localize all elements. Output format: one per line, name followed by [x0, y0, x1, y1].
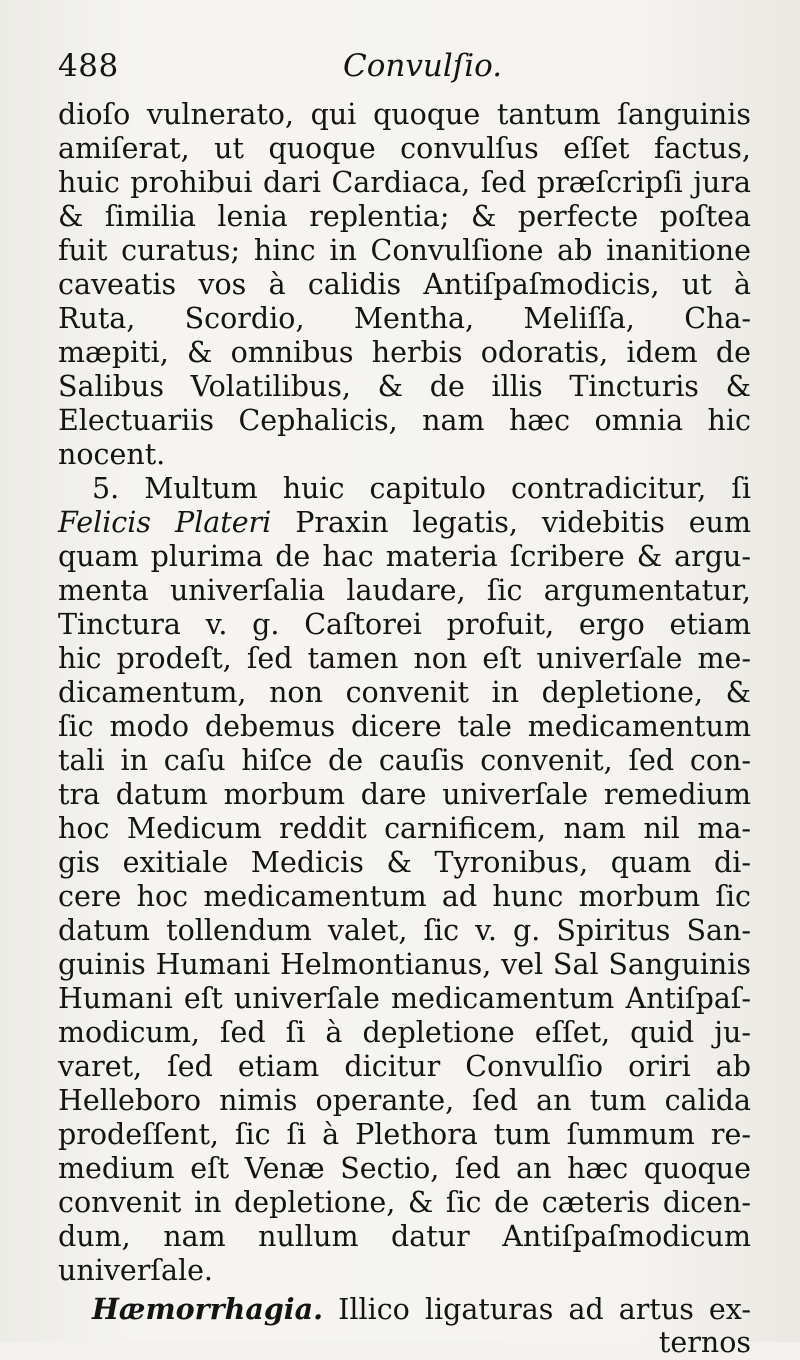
- text-line: convenit in depletione, & ſic de cæteris dicen-: [58, 1186, 751, 1219]
- text-line: prodeſſent, ſic ſi à Plethora tum ſummum re-: [58, 1118, 751, 1151]
- text-line: medium eſt Venæ Sectio, ſed an hæc quoque: [58, 1152, 751, 1185]
- text-line: mæpiti, & omnibus herbis odoratis, idem de: [58, 336, 751, 369]
- text-line: datum tollendum valet, ſic v. g. Spiritus San-: [58, 914, 751, 947]
- catchword: ternos: [658, 1326, 751, 1359]
- text-line: tali in caſu hiſce de cauſis convenit, ſed con-: [58, 744, 751, 777]
- text-line: dum, nam nullum datur Antiſpaſmodicum: [58, 1220, 751, 1253]
- text-line: hoc Medicum reddit carnificem, nam nil ma-: [58, 812, 751, 845]
- text-line: huic prohibui dari Cardiaca, ſed præſcripſi jura: [58, 166, 751, 199]
- text-line: caveatis vos à calidis Antiſpaſmodicis, ut à: [58, 268, 751, 301]
- text-line: quam plurima de hac materia ſcribere & argu-: [58, 540, 751, 573]
- text-line: amiſerat, ut quoque convulſus eſſet factus,: [58, 132, 751, 165]
- text-line: menta univerſalia laudare, ſic argumentatur,: [58, 574, 751, 607]
- text-line: Humani eſt univerſale medicamentum Antiſpaſ-: [58, 982, 751, 1015]
- text-line: & ſimilia lenia replentia; & perfecte poſtea: [58, 200, 751, 233]
- text-line: dicamentum, non convenit in depletione, &: [58, 676, 751, 709]
- text-line: 5. Multum huic capitulo contradicitur, ſi: [92, 472, 751, 505]
- text-line-rest: Praxin legatis, videbitis eum: [295, 506, 752, 539]
- text-line: gis exitiale Medicis & Tyronibus, quam di-: [58, 846, 751, 879]
- text-line: tra datum morbum dare univerſale remedium: [58, 778, 751, 811]
- page-number: 488: [58, 48, 119, 84]
- running-head: [58, 48, 758, 96]
- text-line: Salibus Volatilibus, & de illis Tincturis &: [58, 370, 751, 403]
- text-line: Ruta, Scordio, Mentha, Meliſſa, Cha-: [58, 302, 751, 335]
- text-line: Helleboro nimis operante, ſed an tum calida: [58, 1084, 751, 1117]
- text-line-with-author: [58, 506, 751, 540]
- text-line: Tinctura v. g. Caſtorei profuit, ergo etiam: [58, 608, 751, 641]
- text-line: cere hoc medicamentum ad hunc morbum ſic: [58, 880, 751, 913]
- text-line: Electuariis Cephalicis, nam hæc omnia hic: [58, 404, 751, 437]
- text-line: varet, ſed etiam dicitur Convulſio oriri ab: [58, 1050, 751, 1083]
- text-line: fuit curatus; hinc in Convulſione ab inanitione: [58, 234, 751, 267]
- text-line: hic prodeſt, ſed tamen non eſt univerſale me-: [58, 642, 751, 675]
- text-line: univerſale.: [58, 1254, 213, 1287]
- section-heading: Hæmorrhagia.: [92, 1292, 324, 1326]
- text-line: guinis Humani Helmontianus, vel Sal Sanguinis: [58, 948, 751, 981]
- text-line: dioſo vulnerato, qui quoque tantum ſanguinis: [58, 98, 751, 131]
- text-line: nocent.: [58, 438, 166, 471]
- page-header-title: Convulſio.: [343, 48, 503, 84]
- text-line: ſic modo debemus dicere tale medicamentum: [58, 710, 751, 743]
- text-line-with-heading: [58, 1292, 751, 1326]
- text-line-rest: Illico ligaturas ad artus ex-: [338, 1293, 751, 1326]
- text-line: modicum, ſed ſi à depletione eſſet, quid ju-: [58, 1016, 751, 1049]
- body-text: [58, 98, 751, 1360]
- author-name: Felicis Plateri: [58, 506, 272, 539]
